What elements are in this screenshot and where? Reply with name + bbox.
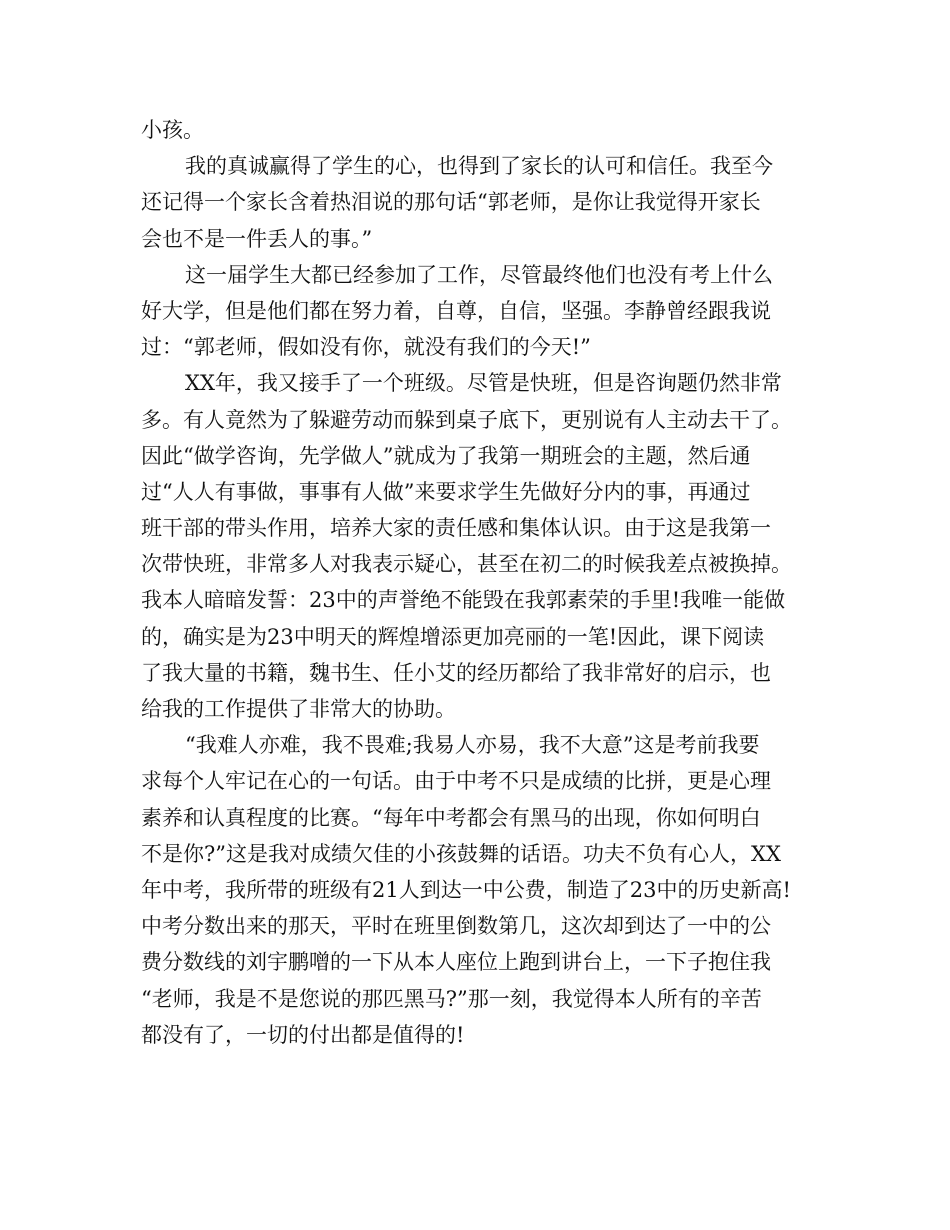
text-line: 过“人人有事做，事事有人做”来要求学生先做好分内的事，再通过 — [141, 479, 751, 504]
body-text — [141, 112, 821, 1053]
text-line: 求每个人牢记在心的一句话。由于中考不只是成绩的比拼，更是心理 — [141, 769, 771, 794]
text-line: 了我大量的书籍，魏书生、任小艾的经历都给了我非常好的启示，也 — [141, 660, 771, 685]
text-line: 素养和认真程度的比赛。“每年中考都会有黑马的出现，你如何明白 — [141, 805, 761, 830]
text-line: 费分数线的刘宇鹏噌的一下从本人座位上跑到讲台上，一下子抱住我 — [141, 950, 771, 975]
text-line: 好大学，但是他们都在努力着，自尊，自信，坚强。李静曾经跟我说 — [141, 298, 771, 323]
text-line: 过：“郭老师，假如没有你，就没有我们的今天!” — [141, 335, 591, 360]
text-line: 会也不是一件丢人的事。” — [141, 226, 373, 251]
text-line: 中考分数出来的那天，平时在班里倒数第几，这次却到达了一中的公 — [141, 914, 771, 939]
text-line: 这一届学生大都已经参加了工作，尽管最终他们也没有考上什么 — [185, 262, 773, 287]
text-line: 因此“做学咨询，先学做人”就成为了我第一期班会的主题，然后通 — [141, 443, 751, 468]
text-line: 的，确实是为23中明天的辉煌增添更加亮丽的一笔!因此，课下阅读 — [141, 624, 765, 649]
text-line: 小孩。 — [141, 118, 204, 142]
text-line: XX年，我又接手了一个班级。尽管是快班，但是咨询题仍然非常 — [185, 371, 782, 396]
text-line: 多。有人竟然为了躲避劳动而躲到桌子底下，更别说有人主动去干了。 — [141, 407, 792, 432]
text-line: 年中考，我所带的班级有21人到达一中公费，制造了23中的历史新高! — [141, 877, 791, 902]
text-line: 给我的工作提供了非常大的协助。 — [141, 697, 456, 721]
text-line: 不是你?”这是我对成绩欠佳的小孩鼓舞的话语。功夫不负有心人，XX — [141, 841, 781, 866]
text-line: 我本人暗暗发誓：23中的声誉绝不能毁在我郭素荣的手里!我唯一能做 — [141, 588, 786, 613]
text-line: “老师，我是不是您说的那匹黑马?”那一刻，我觉得本人所有的辛苦 — [141, 986, 762, 1011]
text-line: 次带快班，非常多人对我表示疑心，甚至在初二的时候我差点被换掉。 — [141, 552, 792, 577]
text-line: 我的真诚赢得了学生的心，也得到了家长的认可和信任。我至今 — [185, 154, 773, 179]
text-line: 班干部的带头作用，培养大家的责任感和集体认识。由于这是我第一 — [141, 516, 771, 541]
text-line: 还记得一个家长含着热泪说的那句话“郭老师，是你让我觉得开家长 — [141, 190, 761, 215]
text-line: 都没有了，一切的付出都是值得的! — [141, 1022, 465, 1047]
text-line: “我难人亦难，我不畏难;我易人亦易，我不大意”这是考前我要 — [185, 733, 760, 758]
